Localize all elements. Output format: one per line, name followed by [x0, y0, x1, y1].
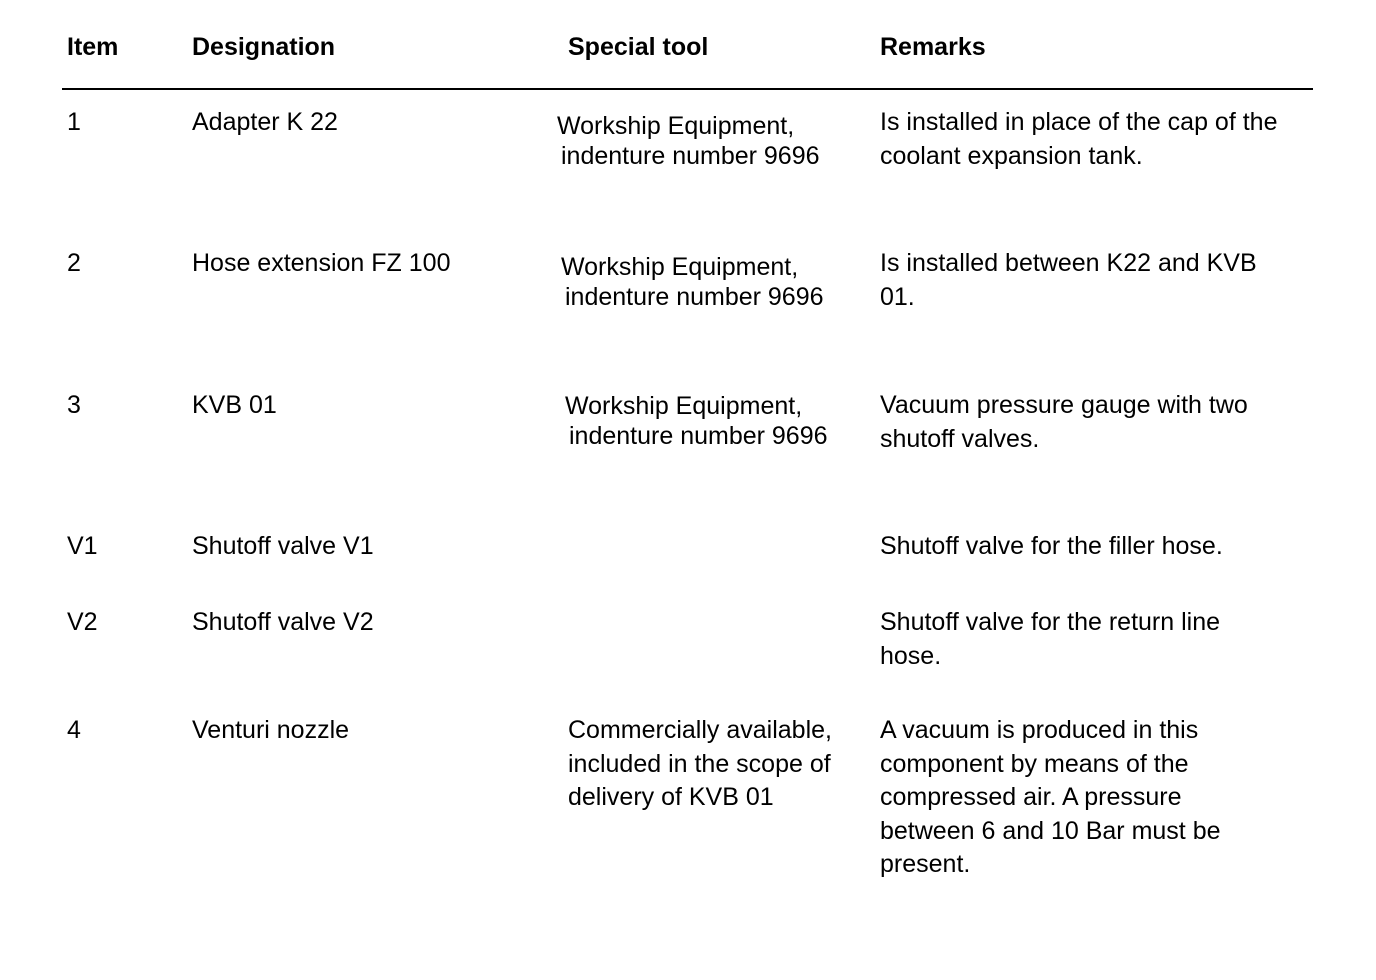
remarks-line: A vacuum is produced in this	[880, 716, 1199, 744]
remarks-line: hose.	[880, 641, 942, 670]
remarks-line: Vacuum pressure gauge with two	[880, 391, 1248, 419]
special-tool-line: Workship Equipment,	[561, 253, 799, 281]
row-designation: Venturi nozzle	[192, 716, 350, 744]
special-tool-line: indenture number 9696	[561, 142, 820, 170]
remarks-line: Is installed in place of the cap of the	[880, 108, 1278, 136]
remarks-line: Shutoff valve for the filler hose.	[880, 532, 1223, 560]
special-tool-line: delivery of KVB 01	[568, 783, 774, 811]
row-designation: Shutoff valve V1	[192, 532, 374, 560]
row-remarks	[880, 530, 1223, 564]
header-remarks: Remarks	[880, 33, 986, 61]
remarks-line: shutoff valves.	[880, 424, 1040, 453]
row-remarks	[880, 714, 1221, 882]
row-special-tool	[565, 391, 828, 451]
remarks-line: compressed air. A pressure	[880, 783, 1182, 811]
row-remarks	[880, 247, 1257, 314]
row-item: V1	[67, 532, 98, 560]
row-item: 4	[67, 716, 81, 744]
row-special-tool	[561, 252, 824, 312]
special-tool-line: indenture number 9696	[565, 283, 824, 311]
row-designation: Adapter K 22	[192, 108, 338, 136]
header-special-tool: Special tool	[568, 33, 709, 61]
row-item: V2	[67, 608, 98, 636]
row-remarks	[880, 606, 1220, 673]
row-item: 3	[67, 391, 81, 419]
special-tool-line: Workship Equipment,	[565, 392, 803, 420]
row-remarks	[880, 106, 1277, 173]
special-tool-line: Commercially available,	[568, 716, 832, 744]
row-item: 1	[67, 108, 81, 136]
special-tool-line: Workship Equipment,	[557, 112, 795, 140]
remarks-line: component by means of the	[880, 749, 1189, 778]
row-item: 2	[67, 249, 81, 277]
remarks-line: present.	[880, 850, 971, 878]
remarks-line: Shutoff valve for the return line	[880, 608, 1221, 636]
header-designation: Designation	[192, 33, 336, 61]
remarks-line: 01.	[880, 282, 915, 311]
special-tool-line: indenture number 9696	[569, 422, 828, 450]
row-remarks	[880, 389, 1248, 456]
special-tool-line: included in the scope of	[568, 749, 831, 778]
row-special-tool	[557, 111, 820, 171]
row-designation: Shutoff valve V2	[192, 608, 374, 636]
row-special-tool	[568, 714, 832, 815]
remarks-line: coolant expansion tank.	[880, 141, 1143, 170]
row-designation: KVB 01	[192, 391, 277, 419]
row-designation: Hose extension FZ 100	[192, 249, 451, 277]
header-divider	[62, 88, 1313, 90]
remarks-line: Is installed between K22 and KVB	[880, 249, 1257, 277]
header-item: Item	[67, 33, 119, 61]
remarks-line: between 6 and 10 Bar must be	[880, 816, 1221, 845]
